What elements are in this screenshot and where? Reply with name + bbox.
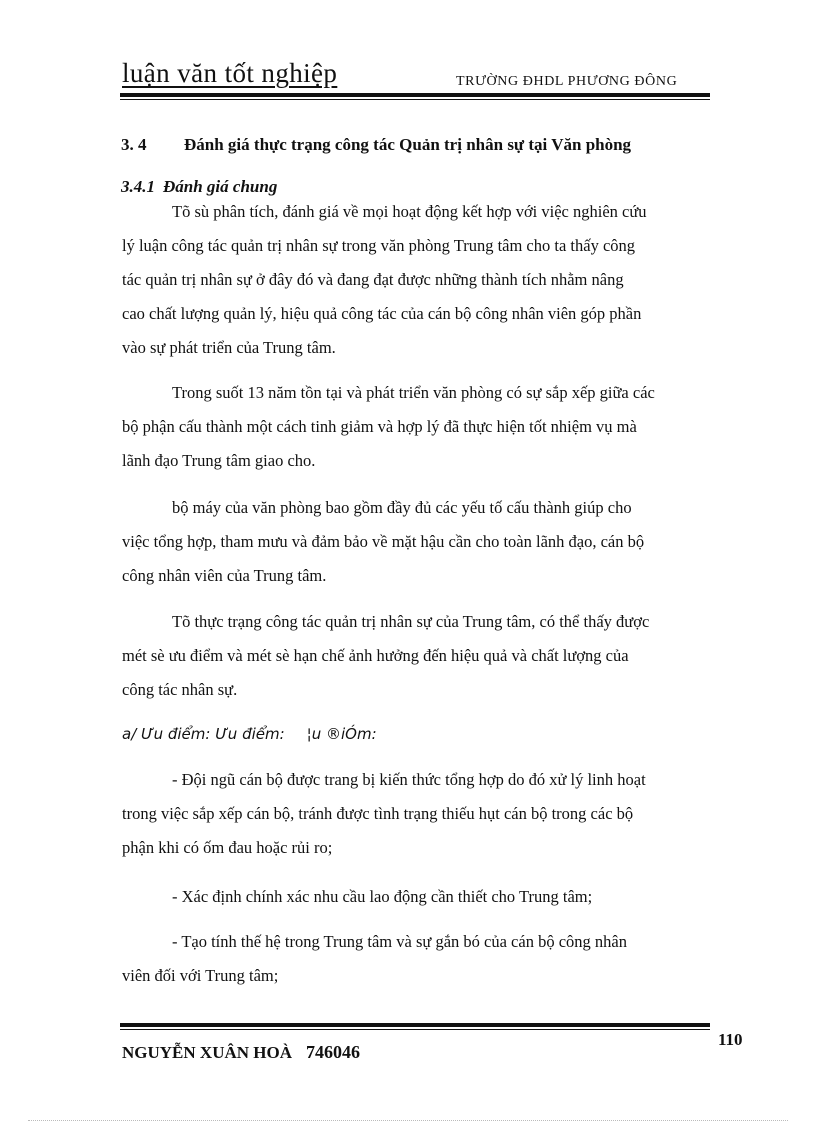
footer-rule-thin (120, 1029, 710, 1030)
bullet-generations (122, 925, 627, 993)
paragraph-line: tác quản trị nhân sự ở đây đó và đang đạt được những thành tích nhằm nâng (122, 270, 624, 289)
header-title-left: luận văn tốt nghiệp (122, 58, 338, 88)
paragraph-line: lãnh đạo Trung tâm giao cho. (122, 451, 316, 470)
bullet-line: viên đối với Trung tâm; (122, 966, 279, 985)
subsection-number: 3.4.1 (121, 177, 155, 196)
paragraph-thirteen-years (122, 376, 655, 478)
section-title: Đánh giá thực trạng công tác Quản trị nhân sự tại Văn phòng (184, 135, 632, 154)
bullet-line: - Đội ngũ cán bộ được trang bị kiến thức tổng hợp do đó xử lý linh hoạt (172, 770, 646, 789)
paragraph-line: Tõ thực trạng công tác quản trị nhân sự của Trung tâm, có thể thấy được (172, 612, 650, 631)
page-number: 110 (718, 1030, 743, 1049)
paragraph-line: Tõ sù phân tích, đánh giá về mọi hoạt động kết hợp với việc nghiên cứu (172, 202, 647, 221)
paragraph-line: việc tổng hợp, tham mưu và đảm bảo về mặt hậu cần cho toàn lãnh đạo, cán bộ (122, 532, 645, 551)
bullet-line: - Tạo tính thế hệ trong Trung tâm và sự gắn bó của cán bộ công nhân (172, 932, 627, 951)
subsection-heading (121, 177, 277, 197)
paragraph-line: Trong suốt 13 năm tồn tại và phát triển văn phòng có sự sắp xếp giữa các (172, 383, 655, 402)
section-number: 3. 4 (121, 135, 147, 154)
paragraph-line: cao chất lượng quản lý, hiệu quả công tác của cán bộ công nhân viên góp phần (122, 304, 642, 323)
paragraph-line: công nhân viên của Trung tâm. (122, 566, 327, 585)
paragraph-line: lý luận công tác quản trị nhân sự trong văn phòng Trung tâm cho ta thấy công (122, 236, 636, 255)
paragraph-office-structure (122, 491, 644, 593)
advantages-heading (122, 725, 377, 743)
paragraph-line: vào sự phát triển của Trung tâm. (122, 338, 336, 357)
footer-author (122, 1042, 360, 1063)
bullet-labor-needs (122, 880, 592, 914)
advantages-label: a/ Ưu điểm: Ưu điểm: (122, 725, 285, 743)
bullet-line: phận khi có ốm đau hoặc rủi ro; (122, 838, 333, 857)
bullet-line: - Xác định chính xác nhu cầu lao động cần thiết cho Trung tâm; (172, 887, 593, 906)
advantages-garbled-text: ¦u ®iÓm: (306, 725, 377, 743)
header-rule-thin (120, 99, 710, 100)
page-bottom-dotted-line (28, 1120, 788, 1121)
bullet-line: trong việc sắp xếp cán bộ, tránh được tình trạng thiếu hụt cán bộ trong các bộ (122, 804, 634, 823)
author-name: NGUYỄN XUÂN HOÀ (122, 1043, 292, 1062)
header-school-name: TRƯỜNG ĐHDL PHƯƠNG ĐÔNG (456, 74, 678, 89)
paragraph-line: mét sè ưu điểm và mét sè hạn chế ảnh hưởng đến hiệu quả và chất lượng của (122, 646, 629, 665)
paragraph-analysis (122, 195, 647, 365)
header-rule-thick (120, 93, 710, 97)
footer-rule-thick (120, 1023, 710, 1027)
student-code: 746046 (306, 1042, 360, 1062)
bullet-staff-training (122, 763, 646, 865)
subsection-title: Đánh giá chung (163, 177, 278, 196)
paragraph-line: bộ phận cấu thành một cách tinh giảm và hợp lý đã thực hiện tốt nhiệm vụ mà (122, 417, 637, 436)
paragraph-current-state (122, 605, 649, 707)
paragraph-line: bộ máy của văn phòng bao gồm đầy đủ các yếu tố cấu thành giúp cho (172, 498, 632, 517)
paragraph-line: công tác nhân sự. (122, 680, 238, 699)
